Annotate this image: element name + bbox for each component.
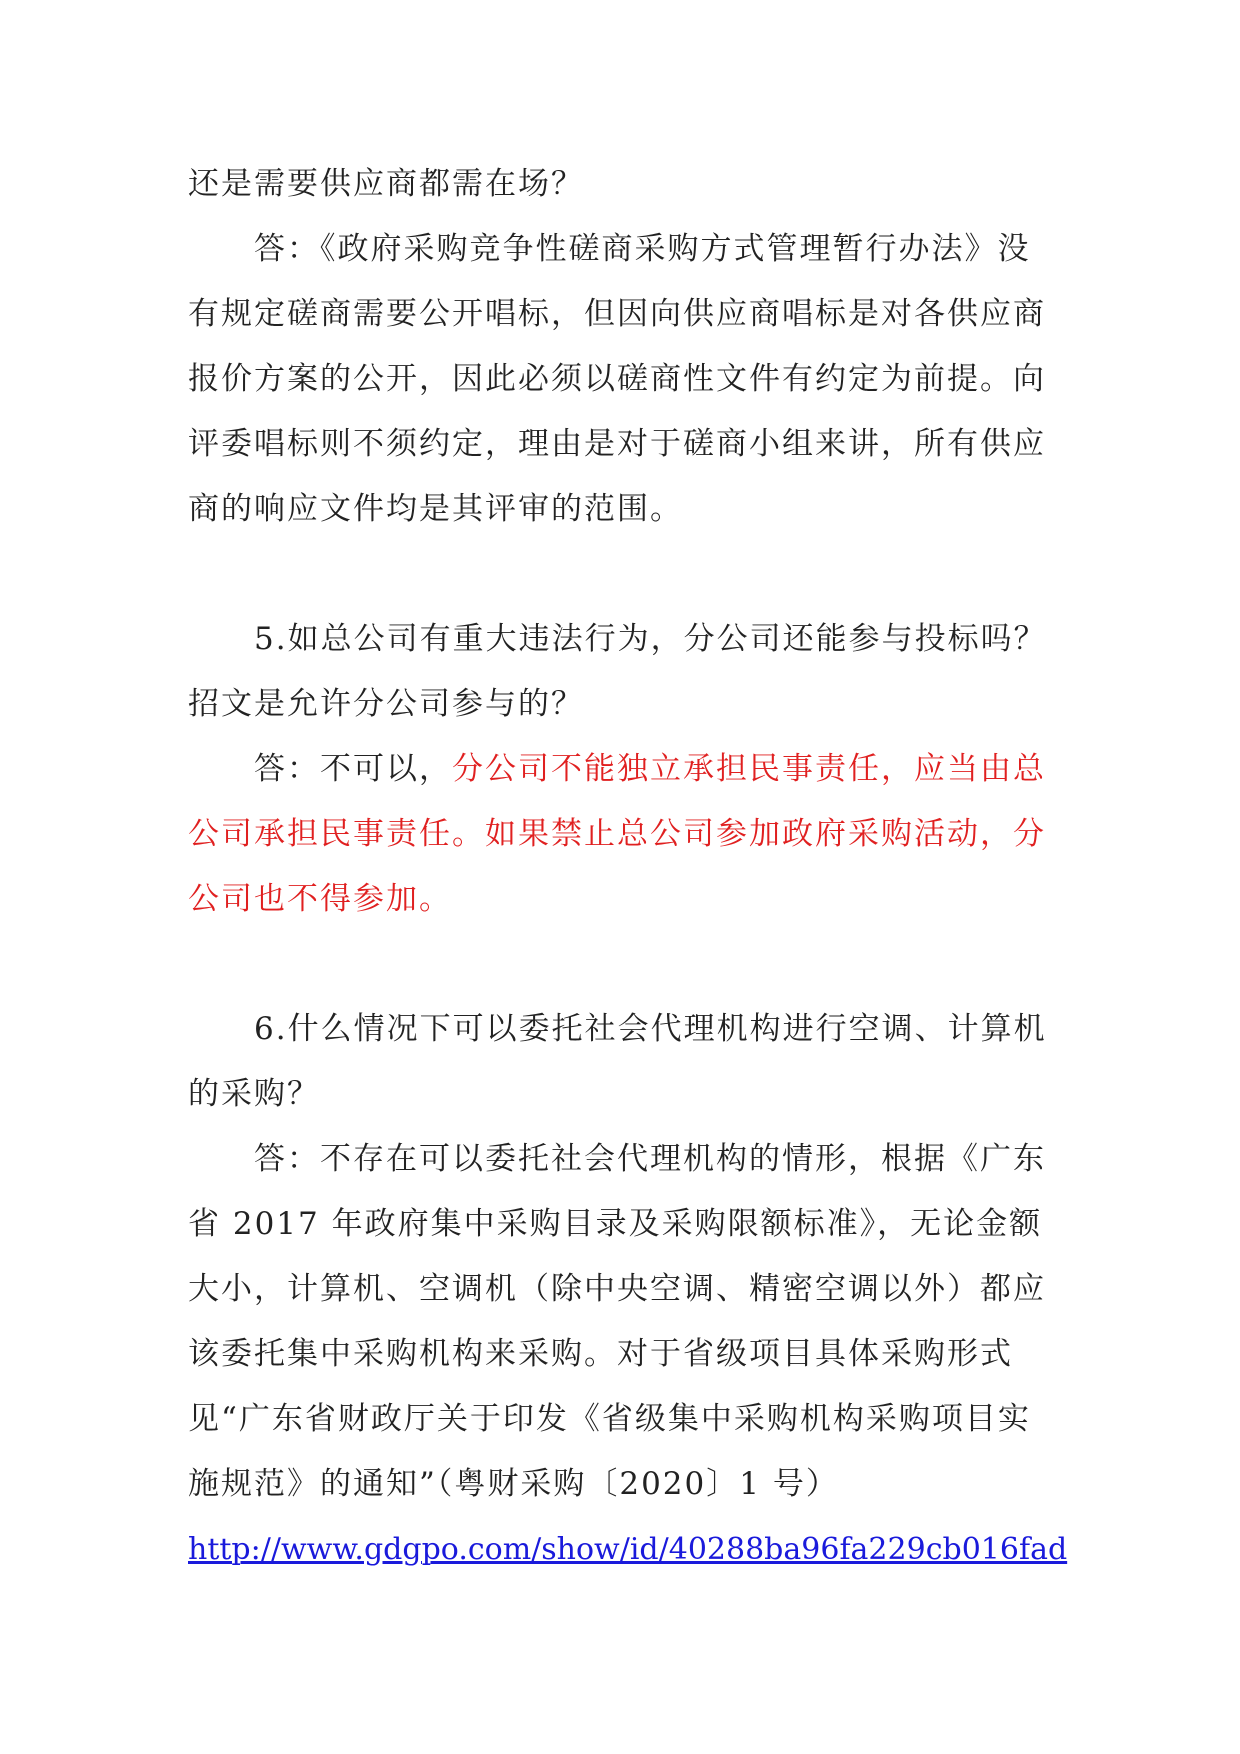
q5-answer-emphasis: 分公司不能独立承担民事责任，应当由总公司承担民事责任。如果禁止总公司参加政府采购活动，分公司也不得参加。 <box>188 751 1046 917</box>
reference-link[interactable]: http://www.gdgpo.com/show/id/40288ba96fa229cb016fad <box>188 1532 1068 1567</box>
q4-answer: 答：《政府采购竞争性磋商采购方式管理暂行办法》没有规定磋商需要公开唱标，但因向供应商唱标是对各供应商报价方案的公开，因此必须以磋商性文件有约定为前提。向评委唱标则不须约定，理由是对于磋商小组来讲，所有供应商的响应文件均是其评审的范围。 <box>188 231 1046 527</box>
reference-link-line <box>188 1517 1068 1582</box>
continuation-line: 还是需要供应商都需在场？ <box>188 166 584 202</box>
q6-question: 6.什么情况下可以委托社会代理机构进行空调、计算机的采购？ <box>188 1011 1047 1112</box>
q5-answer-prefix: 答：不可以， <box>254 751 452 787</box>
q5-answer <box>188 737 1058 932</box>
document-body <box>188 152 1068 1582</box>
section-spacer <box>188 932 1058 997</box>
section-spacer <box>188 542 1058 607</box>
q5-question: 5.如总公司有重大违法行为，分公司还能参与投标吗？招文是允许分公司参与的？ <box>188 621 1047 722</box>
q6-answer: 答：不存在可以委托社会代理机构的情形，根据《广东省 2017 年政府集中采购目录及采购限额标准》，无论金额大小，计算机、空调机（除中央空调、精密空调以外）都应该委托集中采购机构来采购。对于省级项目具体采购形式见“广东省财政厅关于印发《省级集中采购机构采购项目实施规范》的通知”（粤财采购〔2020〕1 号） <box>188 1141 1046 1502</box>
